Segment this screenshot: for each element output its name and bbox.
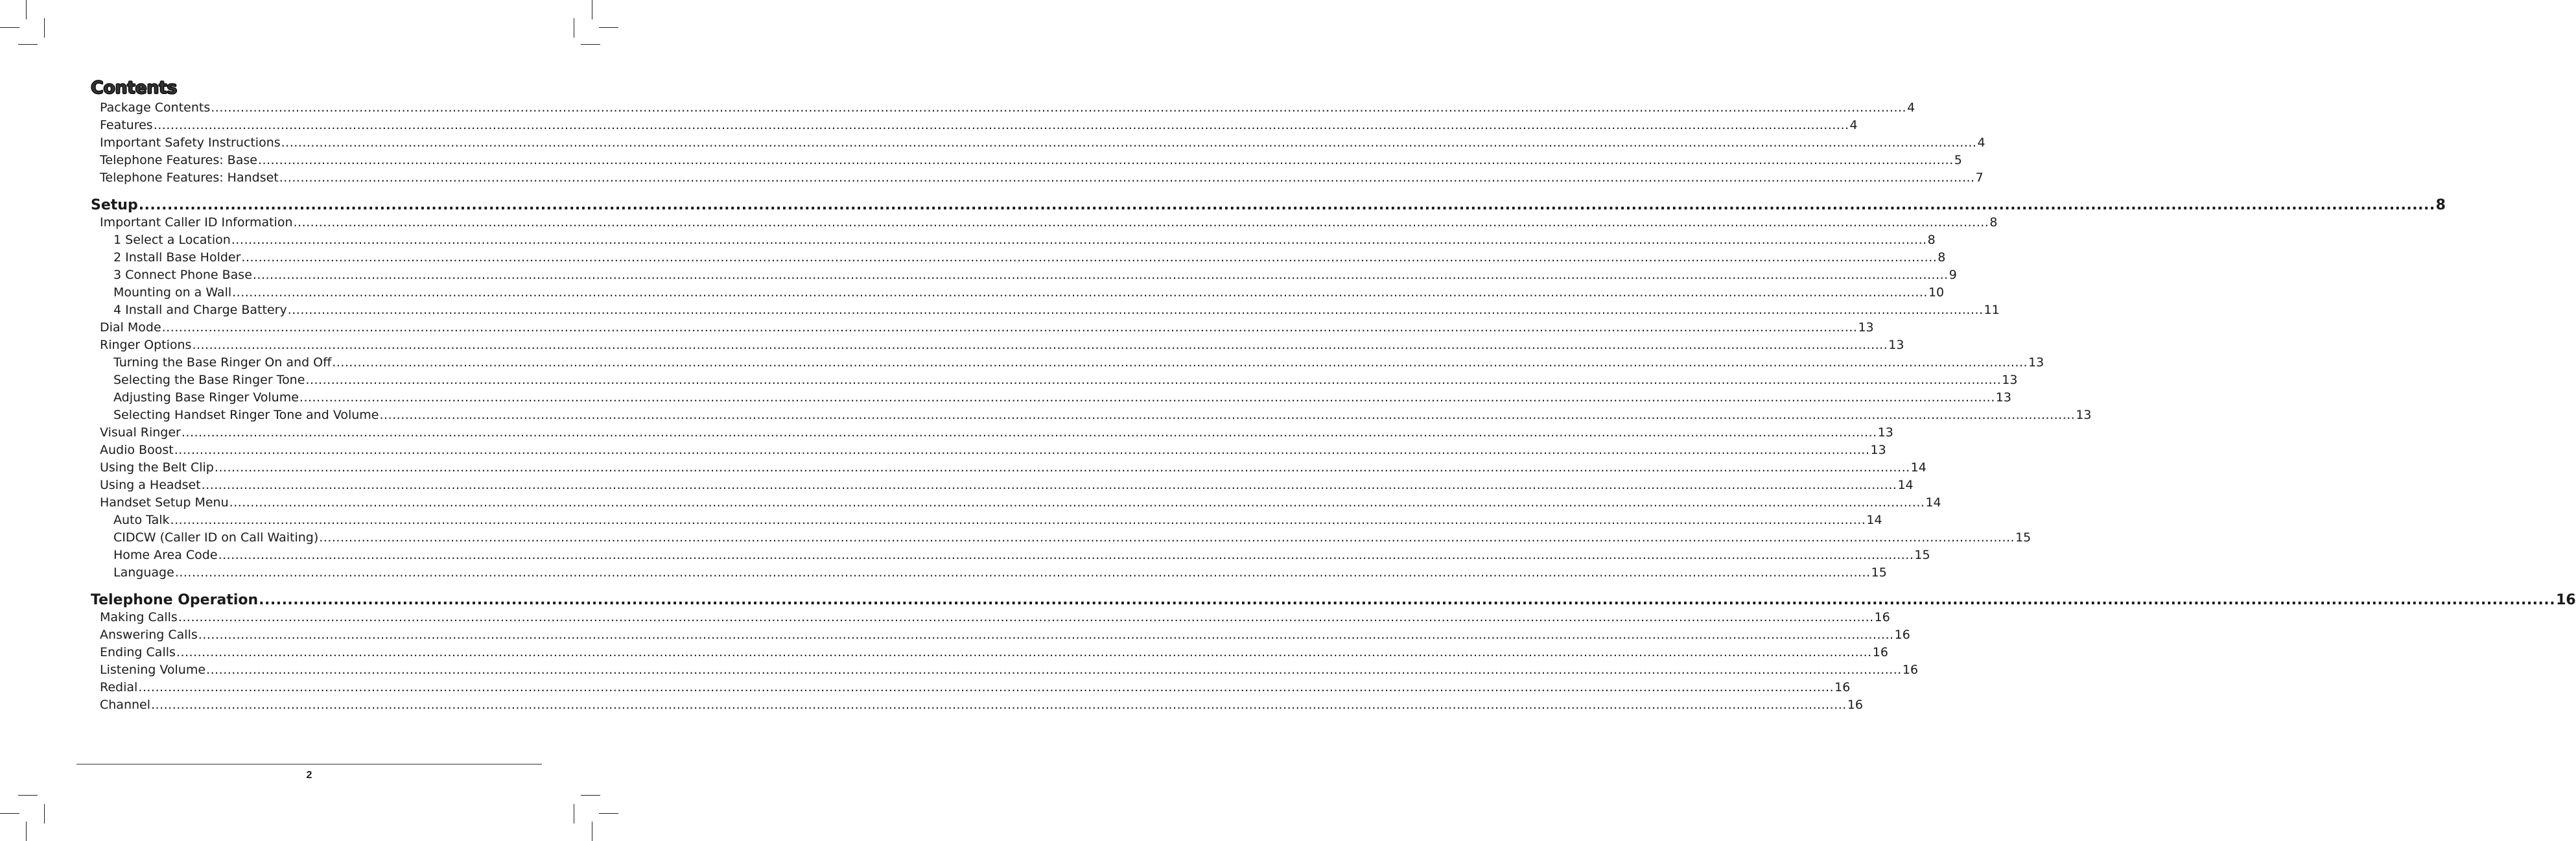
toc-entry-label: Setup [91,197,138,213]
toc-entry-page: 13 [1870,443,1886,457]
toc-leader-dots: ................................................................................................................................................................................................................................................................................................................................................................................................................ [198,628,1894,642]
toc-entry[interactable] [113,408,2092,422]
toc-entry-page: 8 [1938,250,1946,265]
crop-mark [44,18,45,38]
page-number: 2 [306,770,312,781]
toc-entry-label: Channel [100,698,151,712]
toc-entry-page: 13 [2002,373,2018,387]
toc-leader-dots: ................................................................................................................................................................................................................................................................................................................................................................................................................ [170,513,1866,527]
toc-entry-page: 7 [1975,171,1984,185]
toc-leader-dots: ................................................................................................................................................................................................................................................................................................................................................................................................................ [232,285,1928,300]
toc-entry[interactable] [100,136,1985,150]
toc-entry-label: Ringer Options [100,338,192,352]
toc-leader-dots: ................................................................................................................................................................................................................................................................................................................................................................................................................ [252,268,1949,282]
toc-entry-label: Making Calls [100,610,178,624]
toc-leader-dots: ................................................................................................................................................................................................................................................................................................................................................................................................................ [151,698,1847,712]
toc-leader-dots: ................................................................................................................................................................................................................................................................................................................................................................................................................ [201,478,1897,492]
toc-entry-page: 16 [1902,663,1919,677]
toc-entry[interactable] [100,478,1914,492]
toc-entry[interactable] [100,171,1984,185]
toc-leader-dots: ................................................................................................................................................................................................................................................................................................................................................................................................................ [229,495,1925,510]
toc-entry[interactable] [113,513,1882,527]
toc-entry-label: Handset Setup Menu [100,495,229,510]
toc-leader-dots: ................................................................................................................................................................................................................................................................................................................................................................................................................ [293,215,1989,230]
crop-mark [44,804,45,823]
toc-entry[interactable] [100,680,1851,694]
toc-entry-page: 4 [1907,101,1915,115]
crop-mark [18,44,38,45]
toc-entry[interactable] [100,320,1874,335]
toc-entry-label: Mounting on a Wall [113,285,232,300]
toc-entry-page: 9 [1949,268,1957,282]
toc-entry-page: 5 [1954,153,1962,167]
toc-leader-dots: ................................................................................................................................................................................................................................................................................................................................................................................................................ [287,303,1984,317]
crop-mark [26,0,27,19]
toc-entry-label: Auto Talk [113,513,170,527]
toc-entry[interactable] [113,373,2018,387]
toc-entry-page: 15 [1914,548,1930,562]
toc-leader-dots: ................................................................................................................................................................................................................................................................................................................................................................................................................ [257,153,1954,167]
toc-entry-page: 13 [2076,408,2092,422]
toc-entry-label: Redial [100,680,138,694]
toc-leader-dots: ................................................................................................................................................................................................................................................................................................................................................................................................................ [279,171,1975,185]
toc-entry[interactable] [100,153,1962,167]
toc-entry-label: Home Area Code [113,548,218,562]
toc-leader-dots: ................................................................................................................................................................................................................................................................................................................................................................................................................ [241,250,1938,265]
crop-mark [599,813,618,814]
toc-entry-label: 2 Install Base Holder [113,250,241,265]
toc-section[interactable] [91,592,2576,608]
toc-entry[interactable] [113,355,2044,370]
toc-entry-page: 13 [1858,320,1874,335]
crop-mark [581,44,600,45]
toc-entry-page: 16 [1872,645,1888,659]
toc-entry[interactable] [113,250,1946,265]
toc-entry-label: Audio Boost [100,443,174,457]
toc-leader-dots: ................................................................................................................................................................................................................................................................................................................................................................................................................ [299,390,1995,405]
toc-entry-label: Visual Ringer [100,425,181,440]
page-title: Contents [91,78,178,98]
toc-entry-page: 15 [2015,530,2032,545]
toc-entry-page: 8 [1989,215,1998,230]
toc-leader-dots: ................................................................................................................................................................................................................................................................................................................................................................................................................ [319,530,2015,545]
toc-leader-dots: ................................................................................................................................................................................................................................................................................................................................................................................................................ [218,548,1914,562]
toc-entry[interactable] [100,338,1904,352]
toc-entry[interactable] [100,698,1864,712]
toc-leader-dots: ................................................................................................................................................................................................................................................................................................................................................................................................................ [174,565,1871,580]
toc-leader-dots: ................................................................................................................................................................................................................................................................................................................................................................................................................ [259,592,2556,608]
toc-entry-label: Important Safety Instructions [100,136,281,150]
toc-entry-label: Using a Headset [100,478,201,492]
toc-entry[interactable] [113,303,2000,317]
toc-leader-dots: ................................................................................................................................................................................................................................................................................................................................................................................................................ [161,320,1858,335]
toc-entry[interactable] [113,268,1957,282]
toc-entry-page: 16 [1874,610,1890,624]
toc-entry-label: Features [100,118,153,132]
crop-mark [26,822,27,841]
toc-leader-dots: ................................................................................................................................................................................................................................................................................................................................................................................................................ [174,443,1870,457]
toc-leader-dots: ................................................................................................................................................................................................................................................................................................................................................................................................................ [214,460,1910,475]
toc-entry-page: 14 [1897,478,1914,492]
toc-entry[interactable] [100,425,1893,440]
toc-entry[interactable] [113,233,1936,247]
toc-entry[interactable] [113,390,2011,405]
toc-entry-page: 13 [2028,355,2044,370]
toc-entry-label: CIDCW (Caller ID on Call Waiting) [113,530,319,545]
toc-entry[interactable] [113,285,1945,300]
toc-leader-dots: ................................................................................................................................................................................................................................................................................................................................................................................................................ [176,645,1872,659]
toc-entry[interactable] [100,460,1926,475]
toc-entry[interactable] [100,610,1890,624]
toc-entry-label: Turning the Base Ringer On and Off [113,355,332,370]
toc-entry-label: Dial Mode [100,320,161,335]
toc-entry-label: Telephone Features: Base [100,153,257,167]
toc-entry-label: Package Contents [100,101,211,115]
toc-entry-page: 16 [2556,592,2576,608]
toc-entry-label: Telephone Features: Handset [100,171,279,185]
toc-entry[interactable] [100,215,1998,230]
toc-entry[interactable] [113,530,2032,545]
toc-entry-label: Adjusting Base Ringer Volume [113,390,299,405]
toc-entry-page: 11 [1984,303,2000,317]
crop-mark [581,795,600,796]
crop-mark [0,813,19,814]
toc-entry-label: Ending Calls [100,645,176,659]
toc-leader-dots: ................................................................................................................................................................................................................................................................................................................................................................................................................ [192,338,1888,352]
toc-entry-page: 15 [1871,565,1887,580]
crop-mark [0,27,19,28]
toc-entry-page: 16 [1894,628,1910,642]
toc-entry[interactable] [113,548,1930,562]
toc-entry-label: Telephone Operation [91,592,259,608]
toc-entry-page: 13 [1877,425,1893,440]
toc-entry[interactable] [100,628,1910,642]
toc-entry-page: 16 [1834,680,1851,694]
toc-entry-page: 8 [1927,233,1936,247]
toc-leader-dots: ................................................................................................................................................................................................................................................................................................................................................................................................................ [178,610,1874,624]
toc-entry-label: Selecting Handset Ringer Tone and Volume [113,408,379,422]
toc-leader-dots: ................................................................................................................................................................................................................................................................................................................................................................................................................ [211,101,1907,115]
toc-entry-page: 16 [1847,698,1864,712]
toc-leader-dots: ................................................................................................................................................................................................................................................................................................................................................................................................................ [379,408,2076,422]
crop-mark [18,795,38,796]
toc-leader-dots: ................................................................................................................................................................................................................................................................................................................................................................................................................ [181,425,1877,440]
toc-leader-dots: ................................................................................................................................................................................................................................................................................................................................................................................................................ [206,663,1902,677]
toc-entry-label: 1 Select a Location [113,233,231,247]
toc-leader-dots: ................................................................................................................................................................................................................................................................................................................................................................................................................ [153,118,1849,132]
toc-entry-page: 14 [1866,513,1882,527]
crop-mark [599,27,618,28]
toc-leader-dots: ................................................................................................................................................................................................................................................................................................................................................................................................................ [138,197,2435,213]
toc-entry-label: Important Caller ID Information [100,215,293,230]
toc-leader-dots: ................................................................................................................................................................................................................................................................................................................................................................................................................ [305,373,2002,387]
toc-entry-page: 13 [1995,390,2011,405]
toc-entry[interactable] [100,645,1888,659]
toc-entry-page: 4 [1849,118,1858,132]
toc-entry-label: Answering Calls [100,628,198,642]
toc-entry[interactable] [100,101,1915,115]
toc-leader-dots: ................................................................................................................................................................................................................................................................................................................................................................................................................ [138,680,1834,694]
toc-entry-page: 13 [1888,338,1904,352]
toc-entry-label: 3 Connect Phone Base [113,268,252,282]
toc-entry-page: 8 [2435,197,2446,213]
toc-entry-label: 4 Install and Charge Battery [113,303,287,317]
toc-entry-page: 10 [1928,285,1945,300]
toc-entry-label: Using the Belt Clip [100,460,214,475]
toc-entry[interactable] [100,443,1886,457]
toc-entry-label: Selecting the Base Ringer Tone [113,373,305,387]
toc-leader-dots: ................................................................................................................................................................................................................................................................................................................................................................................................................ [231,233,1927,247]
toc-section[interactable] [91,197,2446,213]
toc-entry-page: 4 [1977,136,1985,150]
toc-entry[interactable] [100,118,1858,132]
toc-entry-label: Listening Volume [100,663,206,677]
toc-leader-dots: ................................................................................................................................................................................................................................................................................................................................................................................................................ [281,136,1977,150]
toc-entry[interactable] [100,495,1941,510]
toc-entry-page: 14 [1910,460,1926,475]
toc-entry-page: 14 [1925,495,1941,510]
toc-entry-label: Language [113,565,174,580]
toc-entry[interactable] [100,663,1919,677]
toc-entry[interactable] [113,565,1887,580]
toc-leader-dots: ................................................................................................................................................................................................................................................................................................................................................................................................................ [332,355,2028,370]
